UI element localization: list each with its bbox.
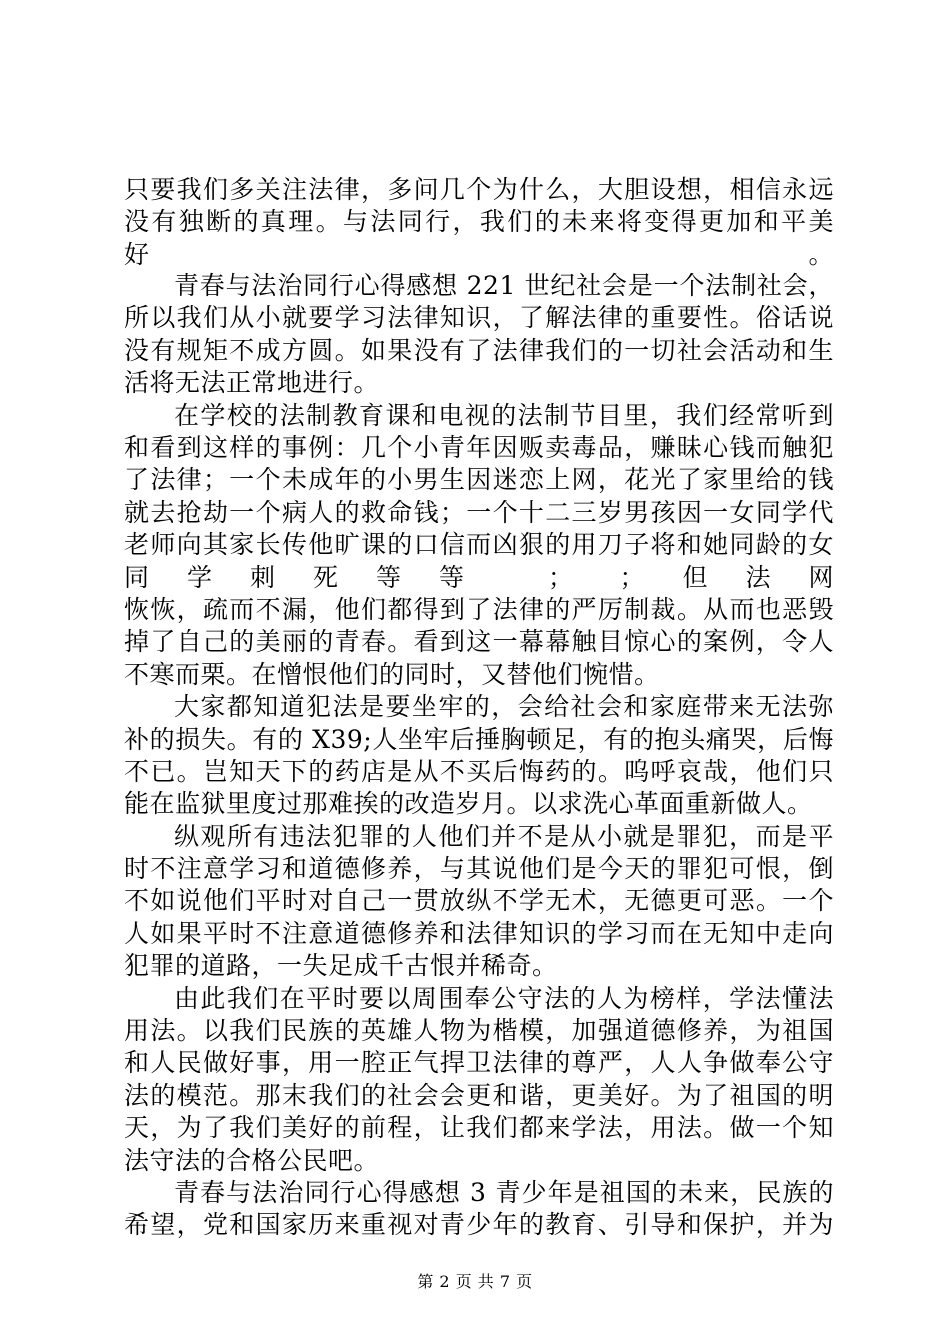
text-line: 人如果平时不注意道德修养和法律知识的学习而在无知中走向 <box>124 918 834 948</box>
text-line: 青春与法治同行心得感想 3 青少年是祖国的未来，民族的 <box>174 1178 834 1208</box>
text-line: 就去抢劫一个病人的救命钱；一个十二三岁男孩因一女同学代 <box>124 497 834 527</box>
text-line: 了法律；一个未成年的小男生因迷恋上网，花光了家里给的钱 <box>124 465 834 495</box>
text-line: 掉了自己的美丽的青春。看到这一幕幕触目惊心的案例，令人 <box>124 627 834 657</box>
page-footer <box>0 1272 950 1292</box>
text-line: 用法。以我们民族的英雄人物为楷模，加强道德修养，为祖国 <box>124 1016 834 1046</box>
text-line: 恢恢，疏而不漏，他们都得到了法律的严厉制裁。从而也恶毁 <box>124 594 834 624</box>
text-line: 法守法的合格公民吧。 <box>124 1145 380 1175</box>
split-line-end: ；但法网 <box>619 562 834 592</box>
text-line: 所以我们从小就要学习法律知识，了解法律的重要性。俗话说 <box>124 303 834 333</box>
text-line: 希望，党和国家历来重视对青少年的教育、引导和保护，并为 <box>124 1210 834 1240</box>
split-text-line <box>124 562 834 594</box>
text-line: 没有独断的真理。与法同行，我们的未来将变得更加和平美好。 <box>124 207 834 269</box>
text-line: 犯罪的道路，一失足成千古恨并稀奇。 <box>124 951 558 981</box>
text-line: 和人民做好事，用一腔正气捍卫法律的尊严，人人争做奉公守 <box>124 1048 834 1078</box>
text-line: 活将无法正常地进行。 <box>124 368 380 398</box>
text-line: 由此我们在平时要以周围奉公守法的人为榜样，学法懂法 <box>174 983 834 1013</box>
text-line: 不如说他们平时对自己一贯放纵不学无术，无德更可恶。一个 <box>124 886 834 916</box>
text-line: 青春与法治同行心得感想 221 世纪社会是一个法制社会， <box>174 271 834 300</box>
text-line: 不已。岂知天下的药店是从不买后悔药的。呜呼哀哉，他们只 <box>124 756 834 786</box>
text-line: 没有规矩不成方圆。如果没有了法律我们的一切社会活动和生 <box>124 335 834 365</box>
text-line: 在学校的法制教育课和电视的法制节目里，我们经常听到 <box>174 400 834 430</box>
text-line: 天，为了我们美好的前程，让我们都来学法，用法。做一个知 <box>124 1113 834 1143</box>
main-body <box>124 238 834 1242</box>
page-number: 第 2 页 共 7 页 <box>417 1272 533 1291</box>
text-line: 和看到这样的事例：几个小青年因贩卖毒品，赚昧心钱而触犯 <box>124 432 834 462</box>
text-line: 大家都知道犯法是要坐牢的，会给社会和家庭带来无法弥 <box>174 692 834 722</box>
text-line: 补的损失。有的 X39;人坐牢后捶胸顿足，有的抱头痛哭，后悔 <box>124 724 834 754</box>
text-line: 只要我们多关注法律，多问几个为什么，大胆设想，相信永远 <box>124 175 834 204</box>
split-line-mid: ； <box>547 562 574 592</box>
text-line: 不寒而栗。在憎恨他们的同时，又替他们惋惜。 <box>124 659 660 689</box>
text-line: 能在监狱里度过那难挨的改造岁月。以求洗心革面重新做人。 <box>124 789 813 819</box>
text-line: 时不注意学习和道德修养，与其说他们是今天的罪犯可恨，倒 <box>124 854 834 884</box>
text-line: 纵观所有违法犯罪的人他们并不是从小就是罪犯，而是平 <box>174 821 834 851</box>
text-line: 老师向其家长传他旷课的口信而凶狠的用刀子将和她同龄的女 <box>124 530 834 560</box>
split-line-start: 同学刺死等等 <box>124 562 503 592</box>
paragraph-gap <box>124 238 834 270</box>
intro-paragraph <box>124 174 834 269</box>
text-line: 法的模范。那末我们的社会会更和谐，更美好。为了祖国的明 <box>124 1080 834 1110</box>
